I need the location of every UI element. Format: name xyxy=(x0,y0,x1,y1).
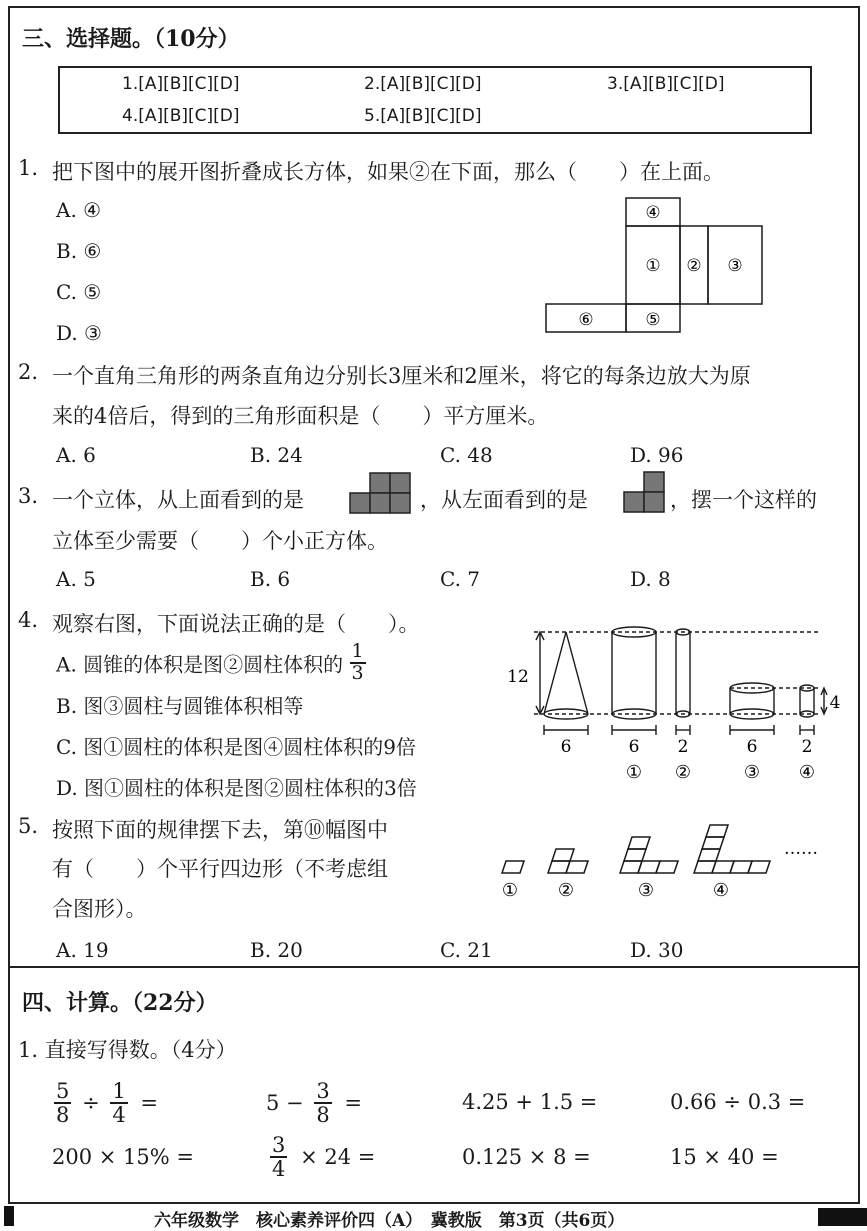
q4-option-a-fraction xyxy=(350,642,366,684)
q4-fig-label-2: ② xyxy=(674,762,692,783)
q1-number: 1. xyxy=(18,156,39,180)
q3-option-d[interactable]: D. 8 xyxy=(630,567,671,591)
q4-fig-width-2: 2 xyxy=(677,737,689,757)
q5-option-a[interactable]: A. 19 xyxy=(56,938,109,962)
q2-option-b[interactable]: B. 24 xyxy=(250,443,303,467)
q3-number: 3. xyxy=(18,484,39,508)
q1-stem: 把下图中的展开图折叠成长方体，如果②在下面，那么（ ）在上面。 xyxy=(52,160,724,184)
calc-8[interactable]: 15 × 40 = xyxy=(670,1145,779,1169)
fraction-denominator: 4 xyxy=(112,1103,126,1128)
fraction xyxy=(270,1134,287,1180)
q4-cone-cylinder-figure xyxy=(500,618,850,788)
q5-fig-ellipsis: …… xyxy=(784,839,818,859)
calc-7[interactable]: 0.125 × 8 = xyxy=(462,1145,591,1169)
q4-fig-height-12: 12 xyxy=(507,667,529,687)
answer-option-1[interactable]: 1.[A][B][C][D] xyxy=(122,74,240,94)
net-label-6: ⑥ xyxy=(578,310,594,330)
calc-6[interactable] xyxy=(270,1134,375,1180)
q4-option-a-text: A. 圆锥的体积是图②圆柱体积的 xyxy=(56,652,344,677)
fraction-denominator: 8 xyxy=(56,1103,70,1128)
q5-parallelogram-pattern-figure xyxy=(495,812,835,912)
q4-fig-width-1: 6 xyxy=(628,737,640,757)
calc-2-prefix: 5 − xyxy=(266,1091,304,1116)
page-footer: 六年级数学 核心素养评价四（A） 冀教版 第3页（共6页） xyxy=(154,1211,625,1231)
q5-fig-label-1: ① xyxy=(501,880,519,901)
q3-option-a[interactable]: A. 5 xyxy=(56,567,96,591)
net-label-5: ⑤ xyxy=(645,310,661,330)
q3-stem-part3: ，摆一个这样的 xyxy=(670,488,817,512)
q5-stem-line2: 有（ ）个平行四边形（不考虑组 xyxy=(52,857,388,881)
fraction xyxy=(110,1080,127,1126)
q5-fig-label-3: ③ xyxy=(637,880,655,901)
q5-stem-line3: 合图形）。 xyxy=(52,897,147,921)
fraction-numerator: 5 xyxy=(56,1079,70,1103)
q2-number: 2. xyxy=(18,360,39,384)
q3-option-b[interactable]: B. 6 xyxy=(250,567,291,591)
q4-stem: 观察右图，下面说法正确的是（ ）。 xyxy=(52,612,420,636)
q4-option-d[interactable]: D. 图①圆柱的体积是图②圆柱体积的3倍 xyxy=(56,776,417,800)
q4-fig-label-1: ① xyxy=(625,762,643,783)
fraction xyxy=(314,1080,331,1126)
q2-option-c[interactable]: C. 48 xyxy=(440,443,493,467)
q4-option-c[interactable]: C. 图①圆柱的体积是图④圆柱体积的9倍 xyxy=(56,735,417,759)
calc-2[interactable] xyxy=(266,1080,362,1126)
q2-stem-line2: 来的4倍后，得到的三角形面积是（ ）平方厘米。 xyxy=(52,404,549,428)
answer-option-3[interactable]: 3.[A][B][C][D] xyxy=(607,74,725,94)
fraction-numerator: 3 xyxy=(316,1079,330,1103)
section-three-title: 三、选择题。（10分） xyxy=(22,26,240,52)
operator: ÷ xyxy=(82,1091,100,1116)
calc-3[interactable]: 4.25 + 1.5 = xyxy=(462,1090,598,1114)
fraction xyxy=(54,1080,71,1126)
q4-option-a[interactable] xyxy=(56,642,366,684)
q5-fig-label-4: ④ xyxy=(712,880,730,901)
answer-option-4[interactable]: 4.[A][B][C][D] xyxy=(122,106,240,126)
q4-number: 4. xyxy=(18,608,39,632)
q2-option-a[interactable]: A. 6 xyxy=(56,443,96,467)
q1-option-b[interactable]: B. ⑥ xyxy=(56,239,102,263)
net-label-2: ② xyxy=(686,256,702,276)
q4-option-b[interactable]: B. 图③圆柱与圆锥体积相等 xyxy=(56,694,304,718)
equals: = xyxy=(140,1091,159,1116)
q5-fig-label-2: ② xyxy=(557,880,575,901)
q3-option-c[interactable]: C. 7 xyxy=(440,567,481,591)
fraction-denominator: 8 xyxy=(316,1103,330,1128)
calc-4[interactable]: 0.66 ÷ 0.3 = xyxy=(670,1090,806,1114)
q3-left-view-figure xyxy=(618,468,670,518)
fraction-denominator: 3 xyxy=(351,661,364,684)
footer-right-mark xyxy=(818,1208,867,1226)
q1-option-d[interactable]: D. ③ xyxy=(56,321,102,345)
q5-number: 5. xyxy=(18,814,39,838)
answer-option-2[interactable]: 2.[A][B][C][D] xyxy=(364,74,482,94)
q3-top-view-figure xyxy=(346,470,416,520)
fraction-numerator: 1 xyxy=(351,640,364,662)
section-four-sub1: 1. 直接写得数。（4分） xyxy=(18,1038,237,1062)
equals: = xyxy=(344,1091,362,1116)
q4-fig-width-3: 6 xyxy=(746,737,758,757)
q1-option-c[interactable]: C. ⑤ xyxy=(56,280,102,304)
q3-stem-part2: ，从左面看到的是 xyxy=(420,488,588,512)
q5-option-d[interactable]: D. 30 xyxy=(630,938,684,962)
q5-option-c[interactable]: C. 21 xyxy=(440,938,493,962)
net-label-3: ③ xyxy=(727,256,743,276)
calc-6-suffix: × 24 = xyxy=(300,1145,376,1170)
fraction-numerator: 3 xyxy=(272,1133,286,1157)
net-label-1: ① xyxy=(645,256,661,276)
q5-stem-line1: 按照下面的规律摆下去，第⑩幅图中 xyxy=(52,818,388,842)
answer-option-5[interactable]: 5.[A][B][C][D] xyxy=(364,106,482,126)
fraction-numerator: 1 xyxy=(112,1079,126,1103)
q4-fig-width-4: 2 xyxy=(801,737,813,757)
q2-option-d[interactable]: D. 96 xyxy=(630,443,684,467)
q1-cuboid-net-figure xyxy=(540,195,770,335)
q2-stem-line1: 一个直角三角形的两条直角边分别长3厘米和2厘米，将它的每条边放大为原 xyxy=(52,364,751,388)
q3-stem-part1: 一个立体，从上面看到的是 xyxy=(52,488,304,512)
q1-option-a[interactable]: A. ④ xyxy=(56,198,102,222)
net-label-4: ④ xyxy=(645,203,661,223)
q4-fig-label-4: ④ xyxy=(798,762,816,783)
q3-stem-line2: 立体至少需要（ ）个小正方体。 xyxy=(52,529,388,553)
calc-1[interactable] xyxy=(54,1080,158,1126)
footer-left-mark xyxy=(4,1206,14,1226)
q5-option-b[interactable]: B. 20 xyxy=(250,938,303,962)
q4-fig-width-cone: 6 xyxy=(560,737,572,757)
fraction-denominator: 4 xyxy=(272,1157,286,1182)
q4-fig-label-3: ③ xyxy=(743,762,761,783)
calc-5[interactable]: 200 × 15% = xyxy=(52,1145,194,1169)
q4-fig-height-4: 4 xyxy=(829,693,841,713)
section-four-title: 四、计算。（22分） xyxy=(22,990,218,1016)
